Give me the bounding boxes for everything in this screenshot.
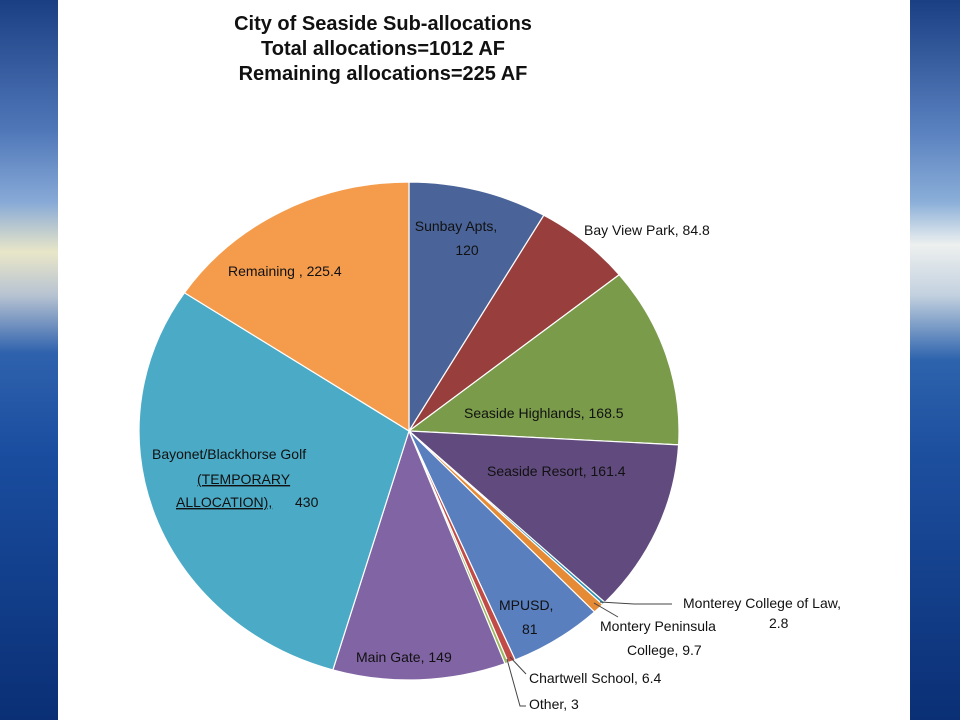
chart-title-line-1: City of Seaside Sub-allocations [234, 13, 532, 35]
leader-line-law [600, 602, 672, 604]
label-golf-line-2: (TEMPORARY [197, 471, 291, 487]
label-law-line-1: Monterey College of Law, [683, 595, 841, 611]
background-left-sky [0, 0, 58, 720]
label-golf-line-4: 430 [295, 494, 319, 510]
leader-line-peninsula [594, 603, 618, 617]
label-golf-line-1: Bayonet/Blackhorse Golf [152, 446, 307, 462]
label-chartwell: Chartwell School, 6.4 [529, 670, 662, 686]
label-mpusd-line-2: 81 [522, 621, 538, 637]
label-law-line-2: 2.8 [769, 615, 789, 631]
chart-title-line-3: Remaining allocations=225 AF [238, 63, 528, 85]
pie-chart [58, 0, 910, 720]
label-highlands: Seaside Highlands, 168.5 [464, 405, 624, 421]
label-bayview: Bay View Park, 84.8 [584, 222, 710, 238]
label-main-gate: Main Gate, 149 [356, 649, 452, 665]
label-sunbay-line-1: Sunbay Apts, [414, 218, 498, 234]
label-sunbay-line-2: 120 [455, 242, 479, 258]
background-right-sky [910, 0, 960, 720]
slide [58, 0, 910, 720]
label-peninsula-line-2: College, 9.7 [627, 642, 702, 658]
label-peninsula-line-1: Montery Peninsula [600, 618, 716, 634]
label-other: Other, 3 [529, 696, 579, 712]
label-mpusd-line-1: MPUSD, [499, 597, 554, 613]
label-resort: Seaside Resort, 161.4 [487, 463, 626, 479]
label-golf-line-3: ALLOCATION), [176, 494, 273, 510]
chart-title-line-2: Total allocations=1012 AF [261, 38, 505, 60]
label-remaining: Remaining , 225.4 [228, 263, 342, 279]
leader-line-chartwell [510, 657, 526, 674]
leader-line-other [507, 659, 526, 706]
